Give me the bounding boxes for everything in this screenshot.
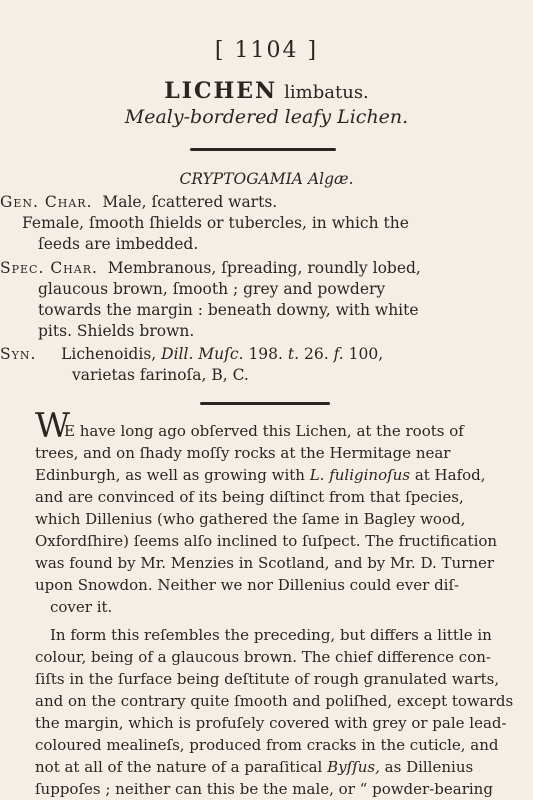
p1-line5: which Dillenius (who gathered the ſame in Bagley wood, [35, 510, 466, 528]
gen-char-text1: Male, ſcattered warts. [102, 193, 278, 211]
p1-line2: trees, and on ſhady moſſy rocks at the Hermitage near [35, 444, 451, 462]
classis-name: CRYPTOGAMIA [179, 170, 303, 188]
p2-line5: the margin, which is profuſely covered with grey or pale lead- [35, 714, 507, 732]
syn-text-b: Dill. Muſc. [161, 345, 244, 363]
p1-line3-c: at Hafod, [414, 466, 486, 484]
p2-line7 [35, 756, 473, 778]
p2-line3: ſiſts in the ſurface being deſtitute of rough granulated warts, [35, 670, 500, 688]
ornamental-rule-top [190, 148, 336, 151]
p1-line7: was found by Mr. Menzies in Scotland, and by Mr. D. Turner [35, 554, 495, 572]
classification [0, 170, 533, 188]
p1-line8: upon Snowdon. Neither we nor Dillenius could ever diſ- [35, 576, 460, 594]
syn-line [0, 344, 383, 365]
gen-char-line [0, 192, 277, 213]
p1-line3 [35, 464, 486, 486]
p1-line4: and are convinced of its being diſtinct from that ſpecies, [35, 488, 464, 506]
ordo-name: Algæ. [307, 170, 354, 188]
species-epithet: limbatus. [284, 82, 369, 103]
p1-line9: cover it. [50, 598, 113, 616]
spec-char-text1: Membranous, ſpreading, roundly lobed, [107, 259, 421, 277]
p2-line6: coloured mealineſs, produced from cracks in the cuticle, and [35, 736, 499, 754]
syn-text-c: 198. [248, 345, 283, 363]
p2-line4: and on the contrary quite ſmooth and poliſhed, except towards [35, 692, 514, 710]
p1-line6: Oxfordſhire) ſeems alſo inclined to ſuſpect. The fructification [35, 532, 498, 550]
syn-text-g: 100, [348, 345, 384, 363]
p1-line1: E have long ago obſerved this Lichen, at the roots of [64, 422, 464, 440]
p2-line1: In form this reſembles the preceding, but differs a little in [50, 626, 492, 644]
species-title [0, 78, 533, 104]
spec-char-label: Spec. Char. [0, 259, 98, 277]
p2-line7-b: Byſſus, [327, 758, 380, 776]
spec-char-text2: glaucous brown, ſmooth ; grey and powdery [38, 280, 386, 298]
drop-cap: W [35, 406, 70, 446]
spec-char-text3: towards the margin : beneath downy, with white [38, 301, 419, 319]
syn-text-a: Lichenoidis, [61, 345, 157, 363]
syn-text2: varietas farinoſa, B, C. [72, 366, 249, 384]
gen-char-label: Gen. Char. [0, 193, 93, 211]
common-name: Mealy-bordered leafy Lichen. [124, 106, 409, 128]
syn-text-e: 26. [303, 345, 329, 363]
gen-char-text2: Female, ſmooth ſhields or tubercles, in which the [22, 214, 409, 232]
spec-char-text4: pits. Shields brown. [38, 322, 195, 340]
p2-line8: ſuppoſes ; neither can this be the male, or “ powder-bearing [35, 780, 493, 798]
syn-label: Syn. [0, 345, 37, 363]
p2-line7-a: not at all of the nature of a paraſitical [35, 758, 323, 776]
syn-text-d: t. [287, 345, 300, 363]
p1-line3-a: Edinburgh, as well as growing with [35, 466, 305, 484]
p1-line3-b: L. fuliginoſus [309, 466, 411, 484]
ornamental-rule-middle [200, 402, 330, 405]
gen-char-text3: ſeeds are imbedded. [38, 235, 199, 253]
page-number: [ 1104 ] [214, 38, 319, 63]
spec-char-line [0, 258, 421, 279]
p2-line7-c: as Dillenius [384, 758, 474, 776]
genus-name: LICHEN [164, 78, 278, 104]
syn-text-f: f. [333, 345, 344, 363]
p2-line2: colour, being of a glaucous brown. The chief difference con- [35, 648, 491, 666]
